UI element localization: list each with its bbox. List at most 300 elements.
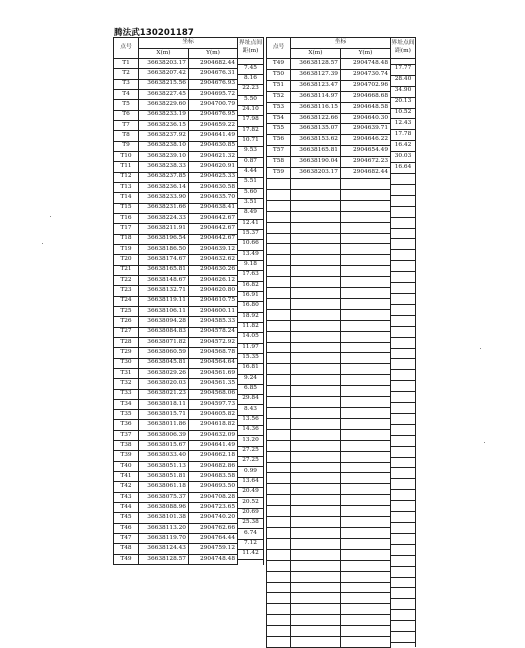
point-id: T41 <box>114 472 139 482</box>
empty-cell <box>291 429 341 440</box>
empty-cell <box>267 342 291 353</box>
empty-cell <box>267 560 291 571</box>
empty-cell <box>341 538 391 549</box>
point-id: T24 <box>114 296 139 306</box>
empty-cell <box>341 189 391 200</box>
y-value: 2904748.48 <box>341 59 391 70</box>
empty-cell <box>291 615 341 626</box>
header-point-no-right: 点号 <box>267 38 291 59</box>
y-value: 2904641.49 <box>189 131 238 141</box>
distance-value: 16.81 <box>242 364 259 371</box>
x-value: 36638113.20 <box>139 523 189 533</box>
point-id: T47 <box>114 534 139 544</box>
y-value: 2904682.44 <box>341 168 391 179</box>
y-value: 2904646.22 <box>341 135 391 146</box>
x-value: 36638132.71 <box>139 286 189 296</box>
distance-row-divider <box>391 642 416 643</box>
y-value: 2904620.80 <box>189 286 238 296</box>
empty-cell <box>341 331 391 342</box>
x-value: 36638006.39 <box>139 430 189 440</box>
y-value: 2904683.58 <box>189 472 238 482</box>
distance-value: 11.42 <box>242 550 259 557</box>
distance-value: 20.13 <box>394 98 412 105</box>
empty-cell <box>267 408 291 419</box>
point-id: T44 <box>114 503 139 513</box>
empty-cell <box>291 320 341 331</box>
y-value: 2904676.93 <box>189 79 238 89</box>
empty-cell <box>341 637 391 648</box>
y-value: 2904700.79 <box>189 100 238 110</box>
scan-speck <box>480 348 481 349</box>
empty-cell <box>341 342 391 353</box>
x-value: 36638238.10 <box>139 141 189 151</box>
distance-row-divider <box>391 271 416 272</box>
distance-row-divider <box>391 206 416 207</box>
y-value: 2904561.69 <box>189 368 238 378</box>
y-value: 2904759.12 <box>189 544 238 554</box>
x-value: 36638128.57 <box>291 59 341 70</box>
point-id: T16 <box>114 213 139 223</box>
distance-row-divider <box>391 446 416 447</box>
point-id: T50 <box>267 69 291 80</box>
distance-row-divider <box>391 522 416 523</box>
y-value: 2904702.96 <box>341 80 391 91</box>
x-value: 36638051.81 <box>139 472 189 482</box>
point-id: T43 <box>114 492 139 502</box>
scan-speck <box>50 216 51 217</box>
y-value: 2904568.06 <box>189 389 238 399</box>
x-value: 36638114.97 <box>291 91 341 102</box>
distance-value: 5.60 <box>244 188 257 195</box>
empty-cell <box>341 364 391 375</box>
distance-value: 27.25 <box>242 457 259 464</box>
point-id: T33 <box>114 389 139 399</box>
empty-cell <box>267 244 291 255</box>
point-id: T20 <box>114 255 139 265</box>
point-id: T45 <box>114 513 139 523</box>
empty-cell <box>291 277 341 288</box>
distance-value: 17.98 <box>242 116 259 123</box>
empty-cell <box>291 637 341 648</box>
x-value: 36638229.60 <box>139 100 189 110</box>
distance-value: 12.41 <box>242 219 259 226</box>
x-value: 36638011.86 <box>139 420 189 430</box>
x-value: 36638106.11 <box>139 306 189 316</box>
point-id: T38 <box>114 441 139 451</box>
point-id: T19 <box>114 244 139 254</box>
distance-value: 13.20 <box>242 436 259 443</box>
y-value: 2904639.71 <box>341 124 391 135</box>
x-value: 36638045.81 <box>139 358 189 368</box>
y-value: 2904620.91 <box>189 162 238 172</box>
distance-row-divider <box>391 260 416 261</box>
y-value: 2904640.30 <box>341 113 391 124</box>
point-id: T32 <box>114 379 139 389</box>
x-value: 36638165.81 <box>139 265 189 275</box>
point-id: T29 <box>114 348 139 358</box>
y-value: 2904578.24 <box>189 327 238 337</box>
distance-row-divider <box>391 467 416 468</box>
y-value: 2904621.32 <box>189 151 238 161</box>
empty-cell <box>267 255 291 266</box>
y-value: 2904585.33 <box>189 317 238 327</box>
empty-cell <box>291 527 341 538</box>
distance-row-divider <box>391 620 416 621</box>
x-value: 36638148.67 <box>139 275 189 285</box>
empty-cell <box>267 451 291 462</box>
distance-row-divider <box>391 457 416 458</box>
empty-cell <box>291 549 341 560</box>
distance-row-divider <box>391 162 416 163</box>
empty-cell <box>291 309 341 320</box>
y-value: 2904625.33 <box>189 172 238 182</box>
distance-value: 5.50 <box>244 95 257 102</box>
header-point-no: 点号 <box>114 38 139 59</box>
point-id: T3 <box>114 79 139 89</box>
empty-cell <box>267 440 291 451</box>
point-id: T18 <box>114 234 139 244</box>
empty-cell <box>267 200 291 211</box>
distance-row-divider <box>391 217 416 218</box>
distance-value: 0.99 <box>244 467 257 474</box>
empty-cell <box>341 298 391 309</box>
distance-row-divider <box>391 315 416 316</box>
empty-cell <box>291 604 341 615</box>
x-value: 36638237.85 <box>139 172 189 182</box>
empty-cell <box>341 375 391 386</box>
distance-row-divider <box>391 380 416 381</box>
distance-value: 30.03 <box>394 152 412 159</box>
empty-cell <box>291 364 341 375</box>
distance-row-divider <box>391 533 416 534</box>
x-value: 36638211.91 <box>139 224 189 234</box>
empty-cell <box>267 418 291 429</box>
header-y-right: Y(m) <box>341 49 391 59</box>
empty-cell <box>267 495 291 506</box>
y-value: 2904764.44 <box>189 534 238 544</box>
y-value: 2904693.50 <box>189 482 238 492</box>
point-id: T10 <box>114 151 139 161</box>
x-value: 36638015.71 <box>139 410 189 420</box>
distance-row-divider <box>391 489 416 490</box>
empty-cell <box>341 255 391 266</box>
empty-cell <box>267 517 291 528</box>
distance-value: 16.80 <box>242 302 259 309</box>
point-id: T27 <box>114 327 139 337</box>
y-value: 2904723.65 <box>189 503 238 513</box>
x-value: 36638224.33 <box>139 213 189 223</box>
empty-cell <box>291 342 341 353</box>
x-value: 36638203.17 <box>291 168 341 179</box>
point-id: T17 <box>114 224 139 234</box>
distance-row-divider <box>391 598 416 599</box>
empty-cell <box>291 189 341 200</box>
y-value: 2904632.62 <box>189 255 238 265</box>
x-value: 36638119.11 <box>139 296 189 306</box>
distance-value: 8.16 <box>244 75 257 82</box>
x-value: 36638236.14 <box>139 182 189 192</box>
empty-cell <box>267 178 291 189</box>
point-id: T2 <box>114 69 139 79</box>
point-id: T30 <box>114 358 139 368</box>
empty-cell <box>291 353 341 364</box>
empty-cell <box>341 320 391 331</box>
empty-cell <box>291 418 341 429</box>
empty-cell <box>267 397 291 408</box>
y-value: 2904676.31 <box>189 69 238 79</box>
distance-value: 18.92 <box>242 312 259 319</box>
y-value: 2904642.67 <box>189 234 238 244</box>
y-value: 2904648.58 <box>341 102 391 113</box>
point-id: T51 <box>267 80 291 91</box>
empty-cell <box>267 549 291 560</box>
distance-value: 9.24 <box>244 374 257 381</box>
empty-cell <box>341 244 391 255</box>
point-id: T42 <box>114 482 139 492</box>
x-value: 36638124.43 <box>139 544 189 554</box>
empty-cell <box>267 309 291 320</box>
distance-row-divider <box>391 544 416 545</box>
point-id: T6 <box>114 110 139 120</box>
empty-cell <box>291 560 341 571</box>
point-id: T14 <box>114 193 139 203</box>
distance-row-divider <box>391 555 416 556</box>
distance-row-divider <box>391 282 416 283</box>
distance-row-divider <box>391 195 416 196</box>
y-value: 2904638.41 <box>189 203 238 213</box>
x-value: 36638236.15 <box>139 120 189 130</box>
distance-value: 11.82 <box>242 323 259 330</box>
distance-value: 10.71 <box>242 137 259 144</box>
x-value: 36638020.03 <box>139 379 189 389</box>
empty-cell <box>341 571 391 582</box>
empty-cell <box>291 233 341 244</box>
distance-row-divider <box>391 413 416 414</box>
point-id: T5 <box>114 100 139 110</box>
point-id: T21 <box>114 265 139 275</box>
distance-value: 12.43 <box>394 119 412 126</box>
empty-cell <box>267 473 291 484</box>
point-id: T8 <box>114 131 139 141</box>
x-value: 36638186.50 <box>139 244 189 254</box>
empty-cell <box>267 462 291 473</box>
point-id: T26 <box>114 317 139 327</box>
y-value: 2904605.82 <box>189 410 238 420</box>
empty-cell <box>267 538 291 549</box>
distance-value: 10.66 <box>242 240 259 247</box>
point-id: T46 <box>114 523 139 533</box>
x-value: 36638215.56 <box>139 79 189 89</box>
header-distance-right: 界址点间距(m) <box>391 38 416 59</box>
distance-row-divider <box>391 173 416 174</box>
y-value: 2904610.75 <box>189 296 238 306</box>
empty-cell <box>341 233 391 244</box>
distance-value: 17.82 <box>242 126 259 133</box>
y-value: 2904748.48 <box>189 554 238 564</box>
x-value: 36638231.66 <box>139 203 189 213</box>
distance-value: 17.63 <box>242 271 259 278</box>
y-value: 2904695.72 <box>189 89 238 99</box>
y-value: 2904632.09 <box>189 430 238 440</box>
point-id: T31 <box>114 368 139 378</box>
point-id: T54 <box>267 113 291 124</box>
empty-cell <box>291 451 341 462</box>
y-value: 2904572.92 <box>189 337 238 347</box>
scan-speck <box>484 442 485 443</box>
empty-cell <box>267 331 291 342</box>
distance-row-divider <box>391 391 416 392</box>
empty-cell <box>341 353 391 364</box>
distance-value: 13.64 <box>242 477 259 484</box>
empty-cell <box>341 462 391 473</box>
distance-value: 7.12 <box>244 539 257 546</box>
distance-value: 9.18 <box>244 261 257 268</box>
point-id: T55 <box>267 124 291 135</box>
y-value: 2904564.64 <box>189 358 238 368</box>
point-id: T53 <box>267 102 291 113</box>
empty-cell <box>291 178 341 189</box>
y-value: 2904672.23 <box>341 157 391 168</box>
y-value: 2904682.44 <box>189 59 238 69</box>
distance-value: 13.56 <box>242 415 259 422</box>
header-distance: 界址点间距(m) <box>238 38 264 59</box>
y-value: 2904659.22 <box>189 120 238 130</box>
empty-cell <box>341 593 391 604</box>
y-value: 2904561.35 <box>189 379 238 389</box>
point-id: T37 <box>114 430 139 440</box>
distance-row-divider <box>391 566 416 567</box>
distance-value: 0.87 <box>244 157 257 164</box>
x-value: 36638119.70 <box>139 534 189 544</box>
x-value: 36638088.96 <box>139 503 189 513</box>
point-id: T12 <box>114 172 139 182</box>
empty-cell <box>291 200 341 211</box>
empty-cell <box>341 200 391 211</box>
point-id: T49 <box>114 554 139 564</box>
distance-row-divider <box>391 402 416 403</box>
distance-row-divider <box>391 337 416 338</box>
point-id: T22 <box>114 275 139 285</box>
empty-cell <box>267 506 291 517</box>
y-value: 2904630.26 <box>189 265 238 275</box>
distance-value: 22.23 <box>242 85 259 92</box>
x-value: 36638018.11 <box>139 399 189 409</box>
empty-cell <box>267 266 291 277</box>
y-value: 2904740.20 <box>189 513 238 523</box>
point-id: T13 <box>114 182 139 192</box>
empty-cell <box>291 408 341 419</box>
x-value: 36638071.82 <box>139 337 189 347</box>
y-value: 2904730.74 <box>341 69 391 80</box>
empty-cell <box>341 408 391 419</box>
x-value: 36638060.59 <box>139 348 189 358</box>
y-value: 2904662.18 <box>189 451 238 461</box>
point-id: T4 <box>114 89 139 99</box>
point-id: T49 <box>267 59 291 70</box>
distance-row-divider <box>391 435 416 436</box>
empty-cell <box>341 473 391 484</box>
empty-cell <box>341 615 391 626</box>
empty-cell <box>291 266 341 277</box>
x-value: 36638029.26 <box>139 368 189 378</box>
distance-value: 9.53 <box>244 147 257 154</box>
empty-cell <box>267 189 291 200</box>
empty-cell <box>291 244 341 255</box>
y-value: 2904642.67 <box>189 213 238 223</box>
x-value: 36638033.40 <box>139 451 189 461</box>
empty-cell <box>291 222 341 233</box>
empty-cell <box>267 233 291 244</box>
y-value: 2904654.49 <box>341 146 391 157</box>
x-value: 36638174.67 <box>139 255 189 265</box>
y-value: 2904630.85 <box>189 141 238 151</box>
empty-cell <box>291 440 341 451</box>
x-value: 36638015.67 <box>139 441 189 451</box>
x-value: 36638237.92 <box>139 131 189 141</box>
empty-cell <box>291 626 341 637</box>
distance-value: 25.38 <box>242 519 259 526</box>
distance-value: 6.85 <box>244 385 257 391</box>
empty-cell <box>341 266 391 277</box>
y-value: 2904676.95 <box>189 110 238 120</box>
point-id: T57 <box>267 146 291 157</box>
empty-cell <box>291 582 341 593</box>
empty-cell <box>267 353 291 364</box>
x-value: 36638239.10 <box>139 151 189 161</box>
x-value: 36638207.42 <box>139 69 189 79</box>
empty-cell <box>341 495 391 506</box>
empty-cell <box>267 222 291 233</box>
distance-row-divider <box>391 348 416 349</box>
point-id: T15 <box>114 203 139 213</box>
empty-cell <box>341 178 391 189</box>
distance-row-divider <box>391 511 416 512</box>
distance-value: 14.05 <box>242 333 259 340</box>
y-value: 2904597.73 <box>189 399 238 409</box>
x-value: 36638128.57 <box>139 554 189 564</box>
empty-cell <box>341 440 391 451</box>
empty-cell <box>267 320 291 331</box>
empty-cell <box>291 211 341 222</box>
distance-value: 27.25 <box>242 446 259 453</box>
empty-cell <box>291 255 341 266</box>
point-id: T7 <box>114 120 139 130</box>
point-id: T59 <box>267 168 291 179</box>
y-value: 2904630.58 <box>189 182 238 192</box>
distance-value: 16.42 <box>394 141 412 148</box>
empty-cell <box>291 517 341 528</box>
empty-cell <box>267 288 291 299</box>
distance-row-divider <box>391 228 416 229</box>
distance-value: 14.36 <box>242 426 259 433</box>
point-id: T39 <box>114 451 139 461</box>
distance-value: 20.52 <box>242 498 259 505</box>
y-value: 2904639.12 <box>189 244 238 254</box>
y-value: 2904668.68 <box>341 91 391 102</box>
empty-cell <box>341 527 391 538</box>
empty-cell <box>341 288 391 299</box>
x-value: 36638203.17 <box>139 59 189 69</box>
empty-cell <box>291 593 341 604</box>
empty-cell <box>341 451 391 462</box>
empty-cell <box>341 309 391 320</box>
y-value: 2904635.70 <box>189 193 238 203</box>
distance-value: 17.77 <box>394 65 412 72</box>
distance-value: 5.51 <box>244 178 257 185</box>
distance-value: 6.74 <box>244 529 257 536</box>
empty-cell <box>291 462 341 473</box>
distance-value: 8.43 <box>244 405 257 412</box>
